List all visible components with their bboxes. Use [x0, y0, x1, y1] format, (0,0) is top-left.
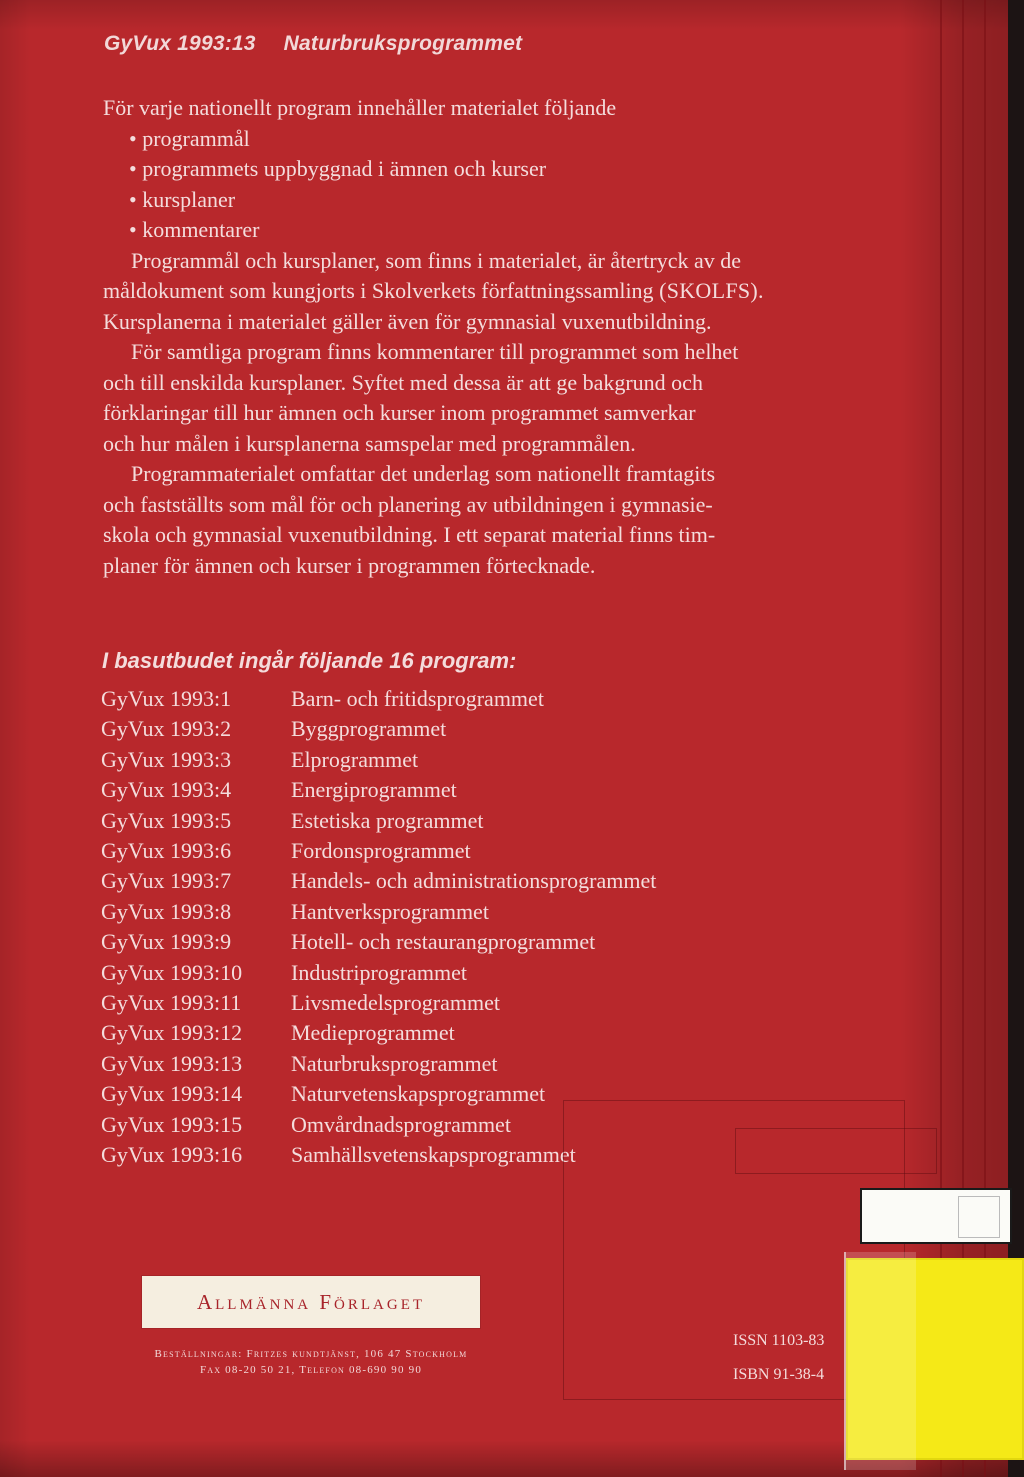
program-title: Naturbruksprogrammet — [283, 32, 523, 55]
paragraph-line: och fastställts som mål för och planering av utbildningen i gymnasie- — [103, 491, 713, 517]
paragraph-line: Kursplanerna i materialet gäller även för gymnasial vuxenutbildning. — [103, 308, 712, 334]
paragraph-line: planer för ämnen och kurser i programmen förtecknade. — [103, 552, 596, 578]
program-code: GyVux 1993:4 — [101, 777, 232, 803]
tape-strip — [844, 1252, 916, 1470]
program-code: GyVux 1993:7 — [101, 868, 232, 894]
program-code: GyVux 1993:9 — [101, 929, 232, 955]
program-name: Estetiska programmet — [291, 807, 484, 833]
series-header — [104, 32, 522, 56]
program-name: Naturvetenskapsprogrammet — [291, 1081, 546, 1107]
program-code: GyVux 1993:14 — [101, 1081, 243, 1107]
program-row — [101, 927, 656, 957]
order-info — [101, 1346, 521, 1378]
program-name: Barn- och fritidsprogrammet — [291, 686, 544, 711]
spine-fold-line — [940, 0, 942, 1477]
program-name: Energiprogrammet — [291, 777, 457, 803]
paragraph-line: Programmål och kursplaner, som finns i materialet, är återtryck av de — [131, 247, 742, 273]
order-line: Beställningar: Fritzes kundtjänst, 106 47 Stockholm — [154, 1348, 468, 1360]
program-row — [101, 806, 656, 836]
program-name: Industriprogrammet — [291, 959, 467, 985]
yellow-sticker — [846, 1258, 1024, 1460]
list-item: • kommentarer — [129, 215, 903, 246]
skolfs-abbreviation: (SKOLFS). — [659, 278, 764, 303]
program-row — [101, 988, 656, 1018]
program-name: Naturbruksprogrammet — [291, 1050, 498, 1076]
spine-fold-line — [962, 0, 964, 1477]
program-name: Medieprogrammet — [291, 1020, 455, 1046]
book-edge — [1008, 0, 1024, 1477]
program-name: Hotell- och restaurangprogrammet — [291, 929, 596, 955]
program-row — [101, 1018, 656, 1048]
program-name: Elprogrammet — [291, 746, 419, 772]
program-name: Livsmedelsprogrammet — [291, 990, 500, 1016]
program-code: GyVux 1993:6 — [101, 838, 232, 864]
program-row — [101, 775, 656, 805]
series-code: GyVux 1993:13 — [104, 32, 256, 55]
program-row — [101, 866, 656, 896]
contact-line: Fax 08-20 50 21, Telefon 08-690 90 90 — [199, 1364, 423, 1376]
program-name: Hantverksprogrammet — [291, 898, 489, 924]
program-row — [101, 714, 656, 744]
publisher-logo — [142, 1276, 480, 1328]
program-row — [101, 684, 656, 714]
program-code: GyVux 1993:16 — [101, 1142, 243, 1168]
issn-number: ISSN 1103-83 — [733, 1332, 825, 1349]
program-code: GyVux 1993:8 — [101, 898, 232, 924]
publisher-name: Allmänna Förlaget — [196, 1289, 426, 1314]
program-code: GyVux 1993:5 — [101, 807, 232, 833]
isbn-number: ISBN 91-38-4 — [733, 1366, 825, 1383]
label-frame — [958, 1196, 1000, 1238]
paragraph-line: skola och gymnasial vuxenutbildning. I ett separat material finns tim- — [103, 522, 716, 547]
program-name: Samhällsvetenskapsprogrammet — [291, 1142, 576, 1168]
list-item: • programmål — [129, 124, 903, 155]
program-name: Handels- och administrationsprogrammet — [291, 868, 657, 894]
program-code: GyVux 1993:11 — [101, 990, 242, 1016]
identifier-block — [733, 1324, 837, 1392]
paragraph-line: förklaringar till hur ämnen och kurser inom programmet samverkar — [103, 400, 696, 425]
program-code: GyVux 1993:10 — [101, 959, 243, 985]
removed-sticker-outline — [735, 1128, 937, 1174]
paragraph-line: Programmaterialet omfattar det underlag som nationellt framtagits — [131, 461, 716, 486]
intro-lead: För varje nationellt program innehåller materialet följande — [103, 95, 617, 120]
list-item: • programmets uppbyggnad i ämnen och kurser — [129, 154, 903, 185]
paragraph-line: och hur målen i kursplanerna samspelar med programmålen. — [103, 430, 636, 456]
program-row — [101, 836, 656, 866]
paragraph-line — [103, 276, 903, 307]
program-name: Byggprogrammet — [291, 716, 447, 742]
program-code: GyVux 1993:3 — [101, 746, 232, 772]
spine-fold-line — [984, 0, 986, 1477]
program-name: Fordonsprogrammet — [291, 838, 471, 864]
program-code: GyVux 1993:2 — [101, 716, 232, 742]
program-code: GyVux 1993:15 — [101, 1111, 243, 1137]
program-row — [101, 897, 656, 927]
program-row — [101, 958, 656, 988]
program-list-heading: I basutbudet ingår följande 16 program: — [102, 648, 517, 673]
program-code: GyVux 1993:1 — [101, 686, 232, 711]
list-item: • kursplaner — [129, 185, 903, 216]
paragraph-line: och till enskilda kursplaner. Syftet med dessa är att ge bakgrund och — [103, 369, 703, 395]
paragraph-line: För samtliga program finns kommentarer till programmet som helhet — [131, 339, 739, 364]
program-row — [101, 745, 656, 775]
program-row — [101, 1049, 656, 1079]
program-code: GyVux 1993:13 — [101, 1050, 243, 1076]
paragraph-text: måldokument som kungjorts i Skolverkets författningssamling — [103, 278, 654, 303]
program-list — [101, 684, 656, 1171]
program-code: GyVux 1993:12 — [101, 1020, 243, 1046]
library-label — [860, 1188, 1012, 1244]
description — [103, 93, 903, 581]
contents-list — [103, 124, 903, 246]
program-name: Omvårdnadsprogrammet — [291, 1111, 511, 1137]
